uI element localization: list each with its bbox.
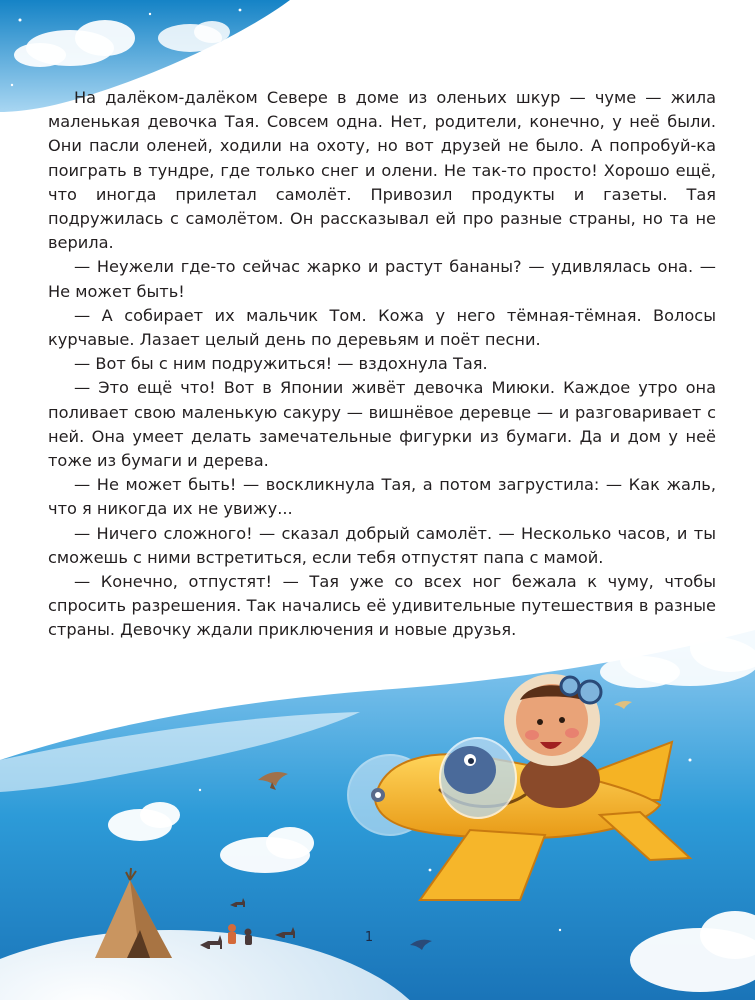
story-paragraph: — Вот бы с ним подружиться! — вздохнула Тая. bbox=[74, 354, 488, 374]
page-number: 1 bbox=[364, 930, 374, 945]
story-paragraph: — Не может быть! — воскликнула Тая, а потом загрустила: — Как жаль, что я никогда их не увижу... bbox=[48, 475, 716, 519]
story-paragraph: — Это ещё что! Вот в Японии живёт девочка Миюки. Каждое утро она поливает свою маленькую сакуру — вишнёвое деревце — и разговаривает с ней. Она умеет делать замечательные фигурки из бумаги. Да и дом у неё тоже из бумаги и дерева. bbox=[48, 378, 716, 471]
story-paragraph: — А собирает их мальчик Том. Кожа у него тёмная-тёмная. Волосы курчавые. Лазает целый день по деревьям и поёт песни. bbox=[48, 305, 716, 350]
story-paragraph: — Конечно, отпустят! — Тая уже со всех ног бежала к чуму, чтобы спросить разрешения. Так начались её удивительные путешествия в разные страны. Девочку ждали приключения и новые друзья. bbox=[48, 572, 716, 640]
story-paragraph: На далёком-далёком Севере в доме из оленьих шкур — чуме — жила маленькая девочка Тая. Совсем одна. Нет, родители, конечно, у неё были. Они пасли оленей, ходили на охоту, но вот друзей не было. А попробуй-ка поиграть в тундре, где только снег и олени. Не так-то просто! Хорошо ещё, что иногда прилетал самолёт. Привозил продукты и газеты. Тая подружилась с самолётом. Он рассказывал ей про разные страны, но та не верила. bbox=[48, 88, 716, 253]
story-paragraph: — Ничего сложного! — сказал добрый самолёт. — Несколько часов, и ты сможешь с ними встретиться, если тебя отпустят папа с мамой. bbox=[48, 523, 716, 567]
story-text bbox=[48, 86, 716, 643]
story-paragraph: — Неужели где-то сейчас жарко и растут бананы? — удивлялась она. — Не может быть! bbox=[48, 257, 716, 301]
